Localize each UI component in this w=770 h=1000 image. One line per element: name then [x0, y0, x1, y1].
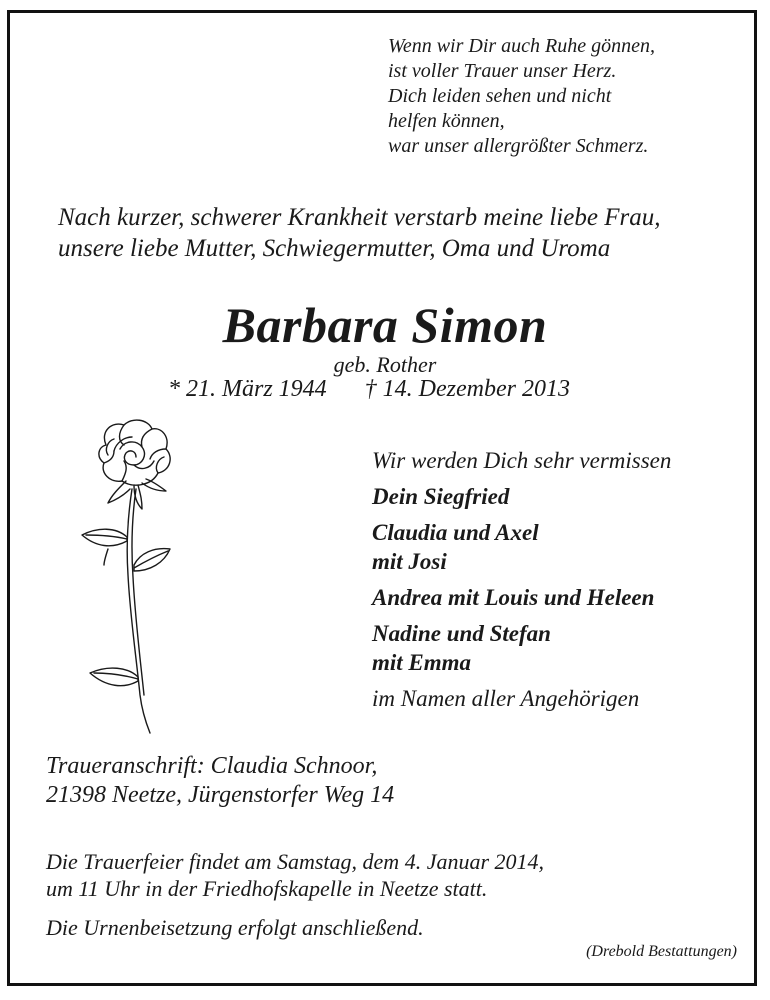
announcement-intro — [58, 202, 660, 264]
mourner-name: Nadine und Stefan — [372, 621, 551, 646]
maiden-name: geb. Rother — [333, 352, 437, 377]
intro-line: unsere liebe Mutter, Schwiegermutter, Oma und Uroma — [58, 235, 611, 262]
life-dates — [168, 374, 570, 404]
mourner-name: Dein Siegfried — [372, 484, 510, 509]
ceremony-details — [46, 848, 544, 902]
mourner-group — [372, 482, 671, 511]
mourners-closing: im Namen aller Angehörigen — [372, 686, 640, 711]
death-date: † 14. Dezember 2013 — [364, 376, 570, 402]
birth-date: * 21. März 1944 — [168, 376, 327, 402]
mourner-group — [372, 518, 671, 576]
poem-line: helfen können, — [388, 110, 505, 132]
poem-line: Wenn wir Dir auch Ruhe gönnen, — [388, 35, 656, 57]
mourner-name: Claudia und Axel — [372, 520, 539, 545]
poem — [388, 34, 655, 159]
poem-line: war unser allergrößter Schmerz. — [388, 135, 649, 157]
burial-note: Die Urnenbeisetzung erfolgt anschließend. — [46, 915, 424, 940]
mourner-name: mit Josi — [372, 549, 447, 574]
mourning-address — [46, 752, 394, 810]
address-line: Traueranschrift: Claudia Schnoor, — [46, 753, 378, 779]
poem-line: Dich leiden sehen und nicht — [388, 85, 612, 107]
rose-sepals — [108, 479, 166, 509]
rose-stem — [127, 489, 150, 733]
address-line: 21398 Neetze, Jürgenstorfer Weg 14 — [46, 782, 395, 808]
ceremony-line: Die Trauerfeier findet am Samstag, dem 4. Januar 2014, — [46, 849, 545, 874]
mourner-name: mit Emma — [372, 650, 472, 675]
mourners-opening: Wir werden Dich sehr vermissen — [372, 448, 672, 473]
undertaker-credit: (Drebold Bestattungen) — [586, 943, 737, 960]
mourner-name: Andrea mit Louis und Heleen — [372, 585, 655, 610]
mourners-list — [372, 446, 671, 713]
mourner-group — [372, 583, 671, 612]
deceased-name: Barbara Simon — [222, 297, 548, 353]
rose-bloom — [99, 420, 170, 485]
ceremony-line: um 11 Uhr in der Friedhofskapelle in Neetze statt. — [46, 876, 488, 901]
mourner-group — [372, 619, 671, 677]
intro-line: Nach kurzer, schwerer Krankheit verstarb meine liebe Frau, — [58, 204, 661, 231]
rose-illustration — [78, 415, 198, 740]
poem-line: ist voller Trauer unser Herz. — [388, 60, 617, 82]
rose-leaves — [82, 529, 170, 685]
